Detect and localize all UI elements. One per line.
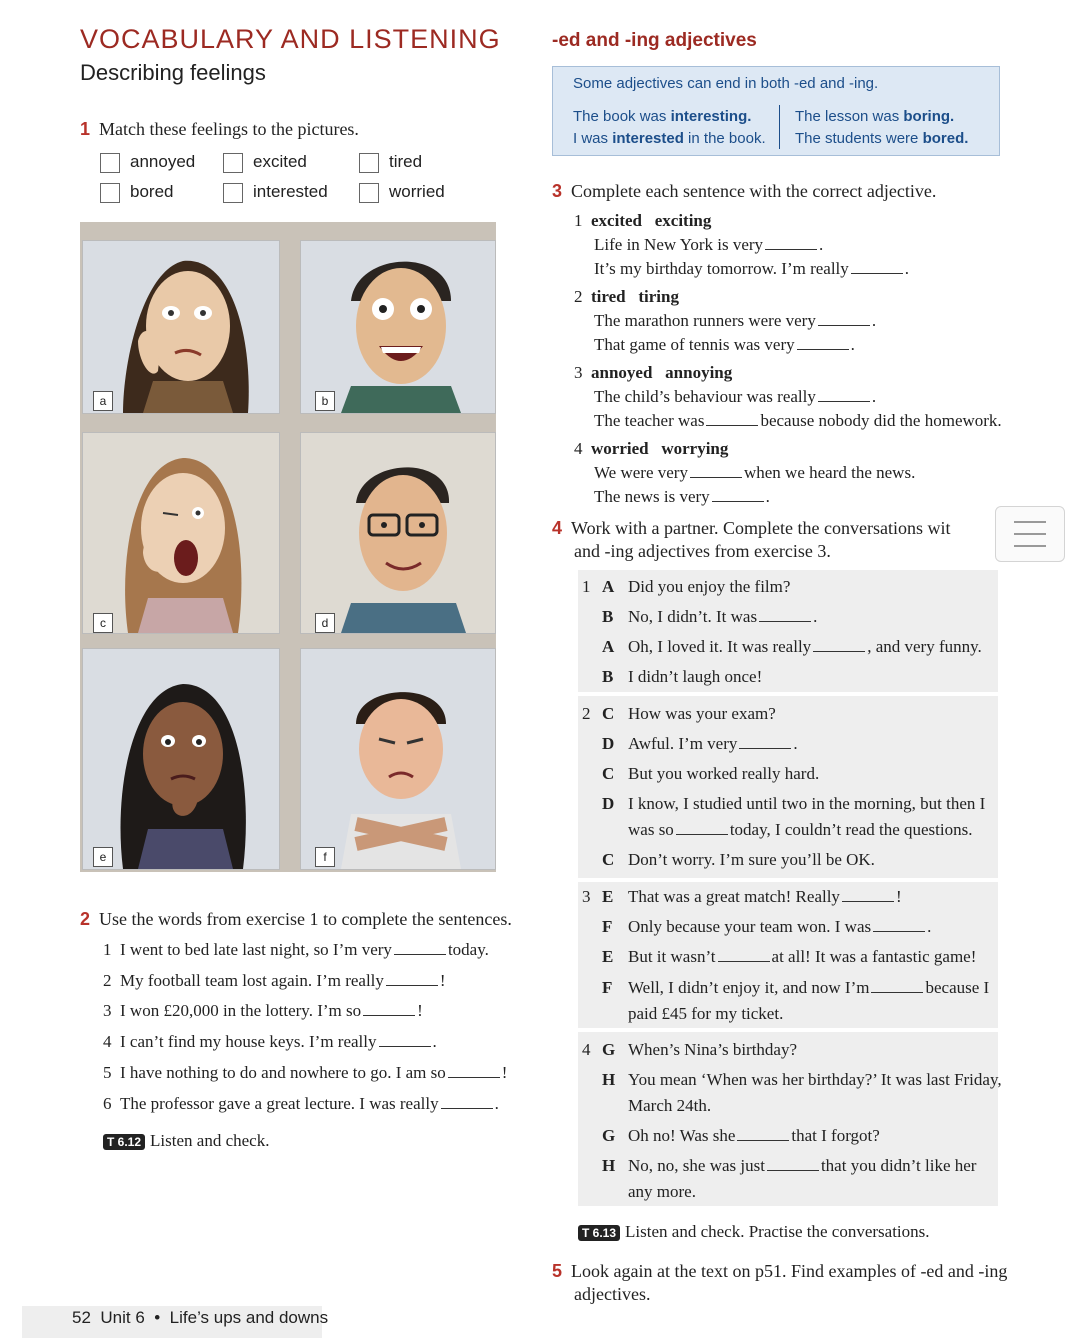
picture-b [300, 240, 496, 414]
man-interested-illustration [301, 433, 495, 633]
feeling-checkbox-annoyed[interactable]: annoyed [100, 152, 195, 173]
section-subtitle: Describing feelings [80, 60, 266, 85]
picture-e [82, 648, 280, 870]
dialogue-line: any more. [628, 1182, 696, 1201]
dialogue-line: C Don’t worry. I’m sure you’ll be OK. [602, 850, 875, 869]
woman-worried-illustration [83, 649, 279, 869]
picture-d [300, 432, 496, 634]
feeling-checkbox-interested[interactable]: interested [223, 182, 328, 203]
ex3-item-3-sentence-2: The teacher was because nobody did the homework. [594, 411, 1002, 430]
answer-blank[interactable] [737, 1126, 789, 1141]
exercise-4-instruction: 4 Work with a partner. Complete the conversations wit [552, 518, 951, 538]
dialogue-line: 4 G When’s Nina’s birthday? [582, 1040, 798, 1059]
picture-c [82, 432, 280, 634]
answer-blank[interactable] [739, 734, 791, 749]
checkbox-icon[interactable] [100, 153, 120, 173]
footer-text: 52 Unit 6 • Life’s ups and downs [72, 1308, 329, 1327]
checkbox-icon[interactable] [223, 183, 243, 203]
dialogue-line: H You mean ‘When was her birthday?’ It was last Friday, [602, 1070, 1002, 1089]
answer-blank[interactable] [386, 971, 438, 986]
answer-blank[interactable] [818, 311, 870, 326]
answer-blank[interactable] [394, 940, 446, 955]
answer-blank[interactable] [797, 335, 849, 350]
answer-blank[interactable] [379, 1032, 431, 1047]
answer-blank[interactable] [851, 259, 903, 274]
exercise-5-instruction-line-2: adjectives. [574, 1284, 651, 1304]
boy-bored-illustration [301, 649, 495, 869]
answer-blank[interactable] [842, 887, 894, 902]
exercise-5-instruction: 5 Look again at the text on p51. Find examples of -ed and -ing [552, 1261, 1008, 1281]
ex2-item: 6 The professor gave a great lecture. I was really . [103, 1094, 499, 1113]
dialogue-line: F Only because your team won. I was . [602, 917, 932, 936]
answer-blank[interactable] [448, 1063, 500, 1078]
ex3-item-3-words: 3 annoyed annoying [574, 363, 733, 382]
picture-letter: f [315, 847, 335, 867]
grammar-title: -ed and -ing adjectives [552, 30, 757, 51]
dialogue-line: B No, I didn’t. It was . [602, 607, 818, 626]
answer-blank[interactable] [706, 411, 758, 426]
picture-a [82, 240, 280, 414]
ex3-item-2-sentence-1: The marathon runners were very . [594, 311, 877, 330]
answer-blank[interactable] [871, 978, 923, 993]
dialogue-line: F Well, I didn’t enjoy it, and now I’m because I [602, 978, 990, 997]
answer-blank[interactable] [712, 487, 764, 502]
ex3-item-3-sentence-1: The child’s behaviour was really . [594, 387, 877, 406]
grammar-intro: Some adjectives can end in both -ed and -ing. [573, 75, 879, 92]
grammar-example-left-1: The book was interesting. [573, 108, 752, 125]
dialogue-line: paid £45 for my ticket. [628, 1004, 784, 1023]
exercise-3-instruction: 3 Complete each sentence with the correct adjective. [552, 181, 937, 201]
menu-button[interactable] [995, 506, 1065, 562]
picture-f [300, 648, 496, 870]
grammar-example-right-2: The students were bored. [795, 130, 969, 147]
answer-blank[interactable] [873, 917, 925, 932]
checkbox-icon[interactable] [100, 183, 120, 203]
listen-and-practise: T 6.13 Listen and check. Practise the conversations. [578, 1222, 930, 1242]
ex2-item: 2 My football team lost again. I’m really ! [103, 971, 446, 990]
ex2-item: 3 I won £20,000 in the lottery. I’m so ! [103, 1001, 423, 1020]
answer-blank[interactable] [765, 235, 817, 250]
man-excited-illustration [301, 241, 495, 413]
dialogue-line: 2 C How was your exam? [582, 704, 776, 723]
ex3-item-1-words: 1 excited exciting [574, 211, 712, 230]
answer-blank[interactable] [759, 607, 811, 622]
exercise-2-instruction: 2 Use the words from exercise 1 to complete the sentences. [80, 909, 512, 929]
checkbox-icon[interactable] [359, 183, 379, 203]
grammar-example-left-2: I was interested in the book. [573, 130, 766, 147]
dialogue-line: C But you worked really hard. [602, 764, 820, 783]
woman-annoyed-illustration [83, 241, 279, 413]
answer-blank[interactable] [363, 1001, 415, 1016]
exercise-4-instruction-line-2: and -ing adjectives from exercise 3. [574, 541, 831, 561]
answer-blank[interactable] [767, 1156, 819, 1171]
dialogue-line: A Oh, I loved it. It was really , and very funny. [602, 637, 982, 656]
dialogue-line: March 24th. [628, 1096, 712, 1115]
ex3-item-2-sentence-2: That game of tennis was very . [594, 335, 855, 354]
listen-and-check: T 6.12 Listen and check. [103, 1131, 269, 1151]
feeling-checkbox-bored[interactable]: bored [100, 182, 173, 203]
girl-tired-illustration [83, 433, 279, 633]
dialogue-line: E But it wasn’t at all! It was a fantastic game! [602, 947, 977, 966]
ex3-item-4-sentence-1: We were very when we heard the news. [594, 463, 916, 482]
picture-letter: e [93, 847, 113, 867]
feeling-checkbox-worried[interactable]: worried [359, 182, 445, 203]
answer-blank[interactable] [813, 637, 865, 652]
dialogue-line: G Oh no! Was she that I forgot? [602, 1126, 880, 1145]
feeling-checkbox-tired[interactable]: tired [359, 152, 422, 173]
answer-blank[interactable] [818, 387, 870, 402]
audio-track-badge[interactable]: T 6.13 [578, 1225, 620, 1241]
grammar-example-right-1: The lesson was boring. [795, 108, 955, 125]
dialogue-line: D Awful. I’m very . [602, 734, 798, 753]
feeling-checkbox-excited[interactable]: excited [223, 152, 307, 173]
grammar-divider [779, 105, 780, 149]
section-title: VOCABULARY AND LISTENING [80, 24, 501, 54]
answer-blank[interactable] [718, 947, 770, 962]
answer-blank[interactable] [676, 820, 728, 835]
answer-blank[interactable] [690, 463, 742, 478]
checkbox-icon[interactable] [223, 153, 243, 173]
dialogue-line: was so today, I couldn’t read the questions. [628, 820, 973, 839]
answer-blank[interactable] [441, 1094, 493, 1109]
dialogue-line: H No, no, she was just that you didn’t like her [602, 1156, 977, 1175]
checkbox-icon[interactable] [359, 153, 379, 173]
ex3-item-1-sentence-2: It’s my birthday tomorrow. I’m really . [594, 259, 910, 278]
picture-letter: b [315, 391, 335, 411]
ex2-item: 5 I have nothing to do and nowhere to go. I am so ! [103, 1063, 508, 1082]
exercise-1-instruction: 1 Match these feelings to the pictures. [80, 119, 359, 139]
ex3-item-2-words: 2 tired tiring [574, 287, 679, 306]
page-number: 52 [72, 1308, 91, 1327]
dialogue-line: 1 A Did you enjoy the film? [582, 577, 791, 596]
grammar-box [552, 66, 1000, 156]
hamburger-icon [996, 507, 1064, 561]
ex3-item-1-sentence-1: Life in New York is very . [594, 235, 824, 254]
picture-letter: c [93, 613, 113, 633]
picture-letter: a [93, 391, 113, 411]
dialogue-line: D I know, I studied until two in the morning, but then I [602, 794, 986, 813]
audio-track-badge[interactable]: T 6.12 [103, 1134, 145, 1150]
ex2-item: 1 I went to bed late last night, so I’m very today. [103, 940, 489, 959]
ex2-item: 4 I can’t find my house keys. I’m really . [103, 1032, 437, 1051]
ex3-item-4-words: 4 worried worrying [574, 439, 729, 458]
dialogue-line: B I didn’t laugh once! [602, 667, 763, 686]
ex3-item-4-sentence-2: The news is very . [594, 487, 770, 506]
picture-letter: d [315, 613, 335, 633]
dialogue-line: 3 E That was a great match! Really ! [582, 887, 902, 906]
